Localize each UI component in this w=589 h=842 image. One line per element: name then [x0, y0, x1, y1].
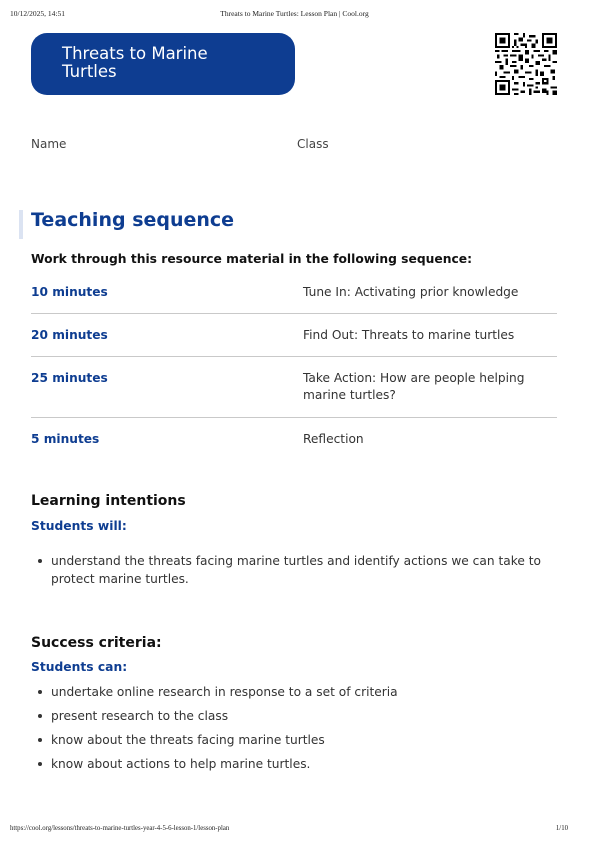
page-number: 1/10	[555, 825, 568, 832]
teaching-sequence-heading: Teaching sequence	[31, 209, 235, 231]
sequence-row	[31, 418, 557, 458]
students-can-label: Students can:	[31, 660, 128, 674]
list-item: undertake online research in response to a set of criteria	[31, 685, 557, 699]
students-will-label: Students will:	[31, 519, 127, 533]
step-duration: 20 minutes	[31, 328, 108, 342]
sequence-table	[31, 277, 557, 458]
success-criteria-list	[31, 685, 557, 781]
sequence-row	[31, 314, 557, 357]
qr-code-icon	[495, 33, 557, 95]
list-item: know about the threats facing marine turtles	[31, 733, 557, 747]
learning-intentions-list	[31, 552, 557, 588]
title-banner	[31, 33, 295, 95]
print-page-title: Threats to Marine Turtles: Lesson Plan | Cool.org	[220, 9, 369, 18]
success-criteria-heading: Success criteria:	[31, 635, 162, 651]
step-duration: 25 minutes	[31, 371, 108, 385]
step-activity: Take Action: How are people helping marine turtles?	[303, 371, 525, 402]
name-field-label: Name	[31, 137, 67, 151]
sequence-row	[31, 277, 557, 314]
class-field-label: Class	[297, 137, 329, 151]
print-url: https://cool.org/lessons/threats-to-marine-turtles-year-4-5-6-lesson-1/lesson-plan	[10, 825, 230, 832]
list-item: know about actions to help marine turtles.	[31, 757, 557, 771]
print-datetime: 10/12/2025, 14:51	[10, 9, 66, 18]
sequence-row	[31, 357, 557, 418]
step-activity: Tune In: Activating prior knowledge	[303, 285, 519, 299]
step-activity: Find Out: Threats to marine turtles	[303, 328, 515, 342]
list-item: present research to the class	[31, 709, 557, 723]
list-item: understand the threats facing marine turtles and identify actions we can take to protect marine turtles.	[31, 552, 557, 588]
learning-intentions-heading: Learning intentions	[31, 493, 186, 509]
step-activity: Reflection	[303, 432, 364, 446]
section-accent-bar	[19, 210, 23, 239]
lesson-title: Threats to Marine Turtles	[62, 44, 208, 81]
sequence-intro: Work through this resource material in the following sequence:	[31, 252, 473, 266]
step-duration: 10 minutes	[31, 285, 108, 299]
step-duration: 5 minutes	[31, 432, 100, 446]
